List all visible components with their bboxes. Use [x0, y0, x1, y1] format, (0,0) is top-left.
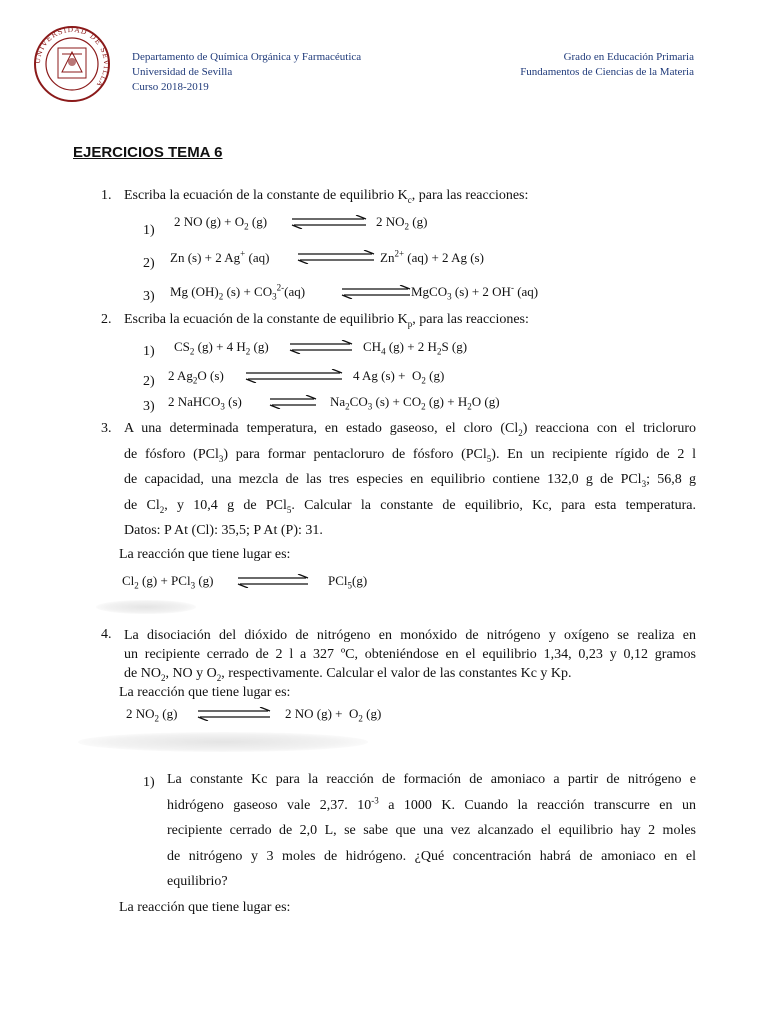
exercise-2-item-3: 3): [143, 399, 155, 414]
page-title: EJERCICIOS TEMA 6: [73, 144, 223, 161]
exercise-3-datos: Datos: P At (Cl): 35,5; P At (P): 31.: [124, 523, 323, 538]
equilibrium-arrow-icon: [340, 285, 412, 299]
exercise-3-reaction-intro: La reacción que tiene lugar es:: [119, 547, 291, 562]
subject-name: Fundamentos de Ciencias de la Materia: [520, 66, 694, 78]
reaction-4-reactants: 2 $NO_2$ (g): [126, 706, 178, 724]
exercise-5-text: La constante Kc para la reacción de formación de amoniaco a partir de nitrógeno e hidrógeno gaseoso vale 2,37. $10^{-3}$ a 1000 K. Cuando la reacción transcurre en un recipiente cerrado de 2,0 L, se sabe que una vez alcanzado el equilibrio hay 2 moles de nitrógeno y 3 moles de hidrógeno. ¿Qué concentración habrá de amoniaco en el equilibrio?: [167, 772, 696, 889]
reaction-3-reactants: $Cl_2$ (g) + PCl$_3$ (g): [122, 573, 214, 591]
exercise-2-number: 2.: [101, 312, 112, 327]
reaction-1-3-reactants: Mg $(OH)_2$ $(s) + CO_3^{2-}(aq)$: [170, 282, 306, 302]
scan-smudge: [96, 600, 196, 614]
exercise-3-text: A una determinada temperatura, en estado gaseoso, el cloro $(Cl_2)$ reacciona con el tricloruro de fósforo (PCl$_3$) para formar pentacloruro de fósforo (PCl$_5$). En un recipiente rígido de 2 l de capacidad, una mezcla de las tres especies en equilibrio contiene 132,0 g de PCl$_3$; 56,8 g de $Cl_2$, y 10,4 g de PCl$_5$. Calcular la constante de equilibrio, Kc, para esta temperatura. Datos: P At (Cl): 35,5; P At (P): 31.: [124, 416, 696, 544]
reaction-1-2-products: $Zn^{2+}$ (aq) + 2 Ag (s): [380, 248, 484, 265]
equilibrium-arrow-icon: [296, 250, 376, 264]
header-right: [480, 50, 694, 80]
exercise-1-item-1: 1): [143, 223, 155, 238]
exercise-1-item-2: 2): [143, 256, 155, 271]
reaction-1-3-products: MgCO$_3$ (s) + 2 OH- (aq): [411, 282, 539, 302]
reaction-3-products: PCl$_5$(g): [328, 573, 368, 591]
reaction-2-1-products: $CH_4$ (g) + 2 $H_2S$ (g): [363, 339, 468, 357]
exercise-4-number: 4.: [101, 627, 112, 642]
exercise-3-number: 3.: [101, 421, 112, 436]
equilibrium-arrow-icon: [268, 395, 318, 409]
exercise-4-text: La disociación del dióxido de nitrógeno en monóxido de nitrógeno y oxígeno se realiza en un recipiente cerrado de 2 l a 327 ºC, obteniéndose en el equilibrio 1,34, 0,23 y 0,12 gramos de $NO_2$, NO y $O_2$, respectivamente. Calcular el valor de las constantes Kc y Kp.: [124, 628, 696, 683]
exercise-2-prompt: Escriba la ecuación de la constante de equilibrio $K_p$, para las reacciones:: [124, 312, 529, 329]
exercise-2-item-1: 1): [143, 344, 155, 359]
exercise-5-reaction-intro: La reacción que tiene lugar es:: [119, 900, 291, 915]
equilibrium-arrow-icon: [290, 215, 368, 229]
reaction-1-1-products: 2 $NO_2$ (g): [376, 214, 428, 232]
course-year: Curso 2018-2019: [132, 81, 209, 93]
reaction-2-3-reactants: 2 NaHCO$_3$ (s): [168, 394, 242, 412]
equilibrium-arrow-icon: [244, 369, 344, 383]
scan-smudge: [78, 732, 368, 752]
equilibrium-arrow-icon: [196, 707, 272, 721]
exercise-5-number: 1): [143, 775, 155, 790]
reaction-2-2-products: 4 Ag $(s) + O_2$ (g): [353, 368, 445, 386]
reaction-1-1-reactants: 2 NO $(g) + O_2$ (g): [174, 214, 268, 232]
reaction-2-3-products: $Na_2CO_3$ $(s) + CO_2$ $(g) + H_2O$ (g): [330, 394, 500, 412]
degree-name: Grado en Educación Primaria: [563, 51, 694, 63]
reaction-1-2-reactants: Zn (s) + 2 Ag+ (aq): [170, 248, 270, 265]
university-seal-logo: [28, 24, 116, 104]
exercise-1-number: 1.: [101, 188, 112, 203]
equilibrium-arrow-icon: [288, 340, 354, 354]
reaction-2-2-reactants: 2 $Ag_2O$ (s): [168, 368, 224, 386]
university-name: Universidad de Sevilla: [132, 66, 233, 78]
reaction-2-1-reactants: $CS_2$ (g) + 4 $H_2$ (g): [174, 339, 269, 357]
svg-text:UNIVERSIDAD DE SEVILLA: UNIVERSIDAD DE SEVILLA: [33, 25, 111, 89]
department-name: Departamento de Química Orgánica y Farmacéutica: [132, 51, 362, 63]
exercise-1-item-3: 3): [143, 289, 155, 304]
equilibrium-arrow-icon: [236, 574, 310, 588]
exercise-4-reaction-intro: La reacción que tiene lugar es:: [119, 685, 291, 700]
exercise-1-prompt: Escriba la ecuación de la constante de equilibrio $K_c$, para las reacciones:: [124, 188, 529, 205]
reaction-4-products: 2 NO $(g) + O_2$ (g): [285, 706, 382, 724]
exercise-2-item-2: 2): [143, 374, 155, 389]
header-left: [132, 50, 361, 95]
